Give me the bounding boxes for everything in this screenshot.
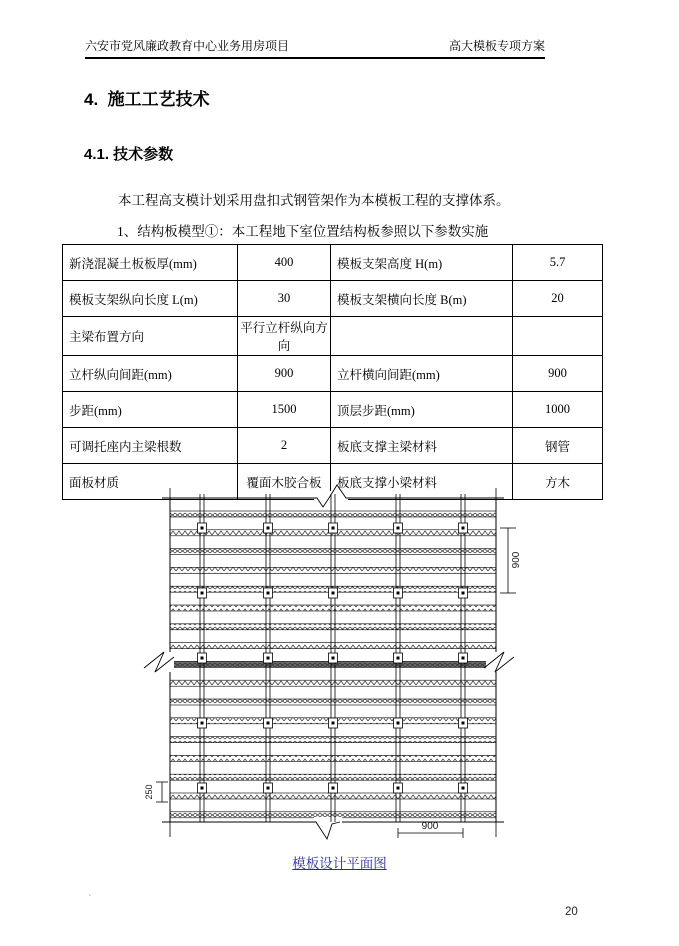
header-right-text: 高大模板专项方案 [448,39,545,53]
param-label-cell: 新浇混凝土板板厚(mm) [63,245,238,281]
parameters-table [62,244,603,500]
param-value-cell: 900 [238,356,331,392]
param-label-cell: 模板支架纵向长度 L(m) [63,281,238,317]
param-label-cell: 可调托座内主梁根数 [63,428,238,464]
param-label-cell: 面板材质 [63,464,238,500]
paragraph-model-item: 1、结构板模型①：本工程地下室位置结构板参照以下参数实施 [117,224,489,239]
table-row [63,392,603,428]
table-row [63,356,603,392]
param-value-cell: 5.7 [513,245,603,281]
table-row [63,281,603,317]
param-label-cell: 顶层步距(mm) [331,392,513,428]
param-label-cell: 板底支撑小梁材料 [331,464,513,500]
page-number: 20 [565,906,578,918]
param-label-cell: 板底支撑主梁材料 [331,428,513,464]
param-value-cell: 1000 [513,392,603,428]
param-value-cell: 900 [513,356,603,392]
subsection-heading: 4.1. 技术参数 [84,146,174,163]
header-left-text: 六安市党风廉政教育中心业务用房项目 [85,39,290,53]
param-label-cell: 模板支架高度 H(m) [331,245,513,281]
dim-bottom-label: 900 [421,821,439,832]
param-value-cell [513,317,603,356]
param-value-cell: 方木 [513,464,603,500]
section-heading: 4. 施工工艺技术 [84,90,210,109]
param-value-cell: 2 [238,428,331,464]
dim-left-label: 250 [144,784,154,800]
diagram-caption-link[interactable]: 模板设计平面图 [292,856,387,871]
param-value-cell: 钢管 [513,428,603,464]
param-label-cell: 步距(mm) [63,392,238,428]
parameters-table-body [63,245,603,500]
formwork-diagram [140,482,540,850]
table-row [63,245,603,281]
param-label-cell: 立杆横向间距(mm) [331,356,513,392]
param-value-cell: 平行立杆纵向方向 [238,317,331,356]
param-value-cell: 20 [513,281,603,317]
param-value-cell: 1500 [238,392,331,428]
stray-mark: ` [88,893,92,905]
dim-right-label: 900 [511,551,522,569]
paragraph-intro: 本工程高支模计划采用盘扣式钢管架作为本模板工程的支撑体系。 [118,193,510,208]
table-row [63,317,603,356]
table-row [63,428,603,464]
param-value-cell: 400 [238,245,331,281]
diagram-caption [0,852,679,872]
param-value-cell: 30 [238,281,331,317]
formwork-plan-svg [140,482,540,850]
param-label-cell: 主梁布置方向 [63,317,238,356]
param-label-cell [331,317,513,356]
param-label-cell: 立杆纵向间距(mm) [63,356,238,392]
param-label-cell: 模板支架横向长度 B(m) [331,281,513,317]
param-value-cell: 覆面木胶合板 [238,464,331,500]
page-header [85,37,545,59]
